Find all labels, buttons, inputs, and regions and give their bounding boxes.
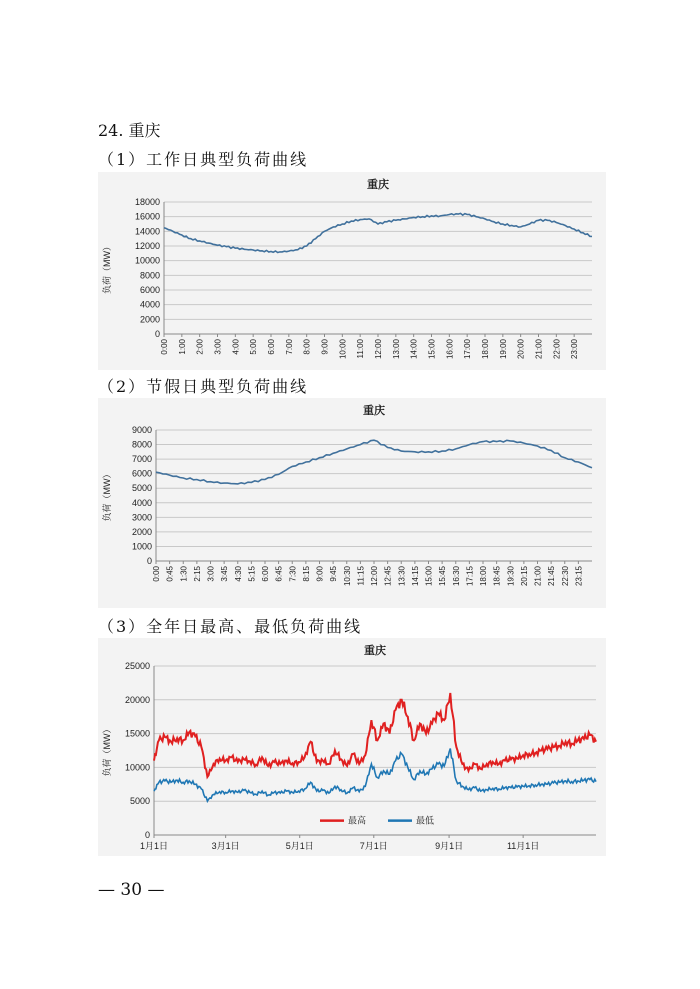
x-tick-label: 8:15 — [301, 566, 311, 582]
x-tick-label: 2:15 — [192, 566, 202, 582]
x-tick-label: 4:30 — [233, 566, 243, 582]
x-tick-label: 8:00 — [302, 339, 312, 355]
x-tick-label: 0:00 — [152, 566, 161, 582]
x-tick-label: 20:00 — [516, 339, 526, 360]
x-tick-label: 21:45 — [547, 566, 557, 587]
x-tick-label: 1:00 — [177, 339, 187, 355]
y-tick-label: 16000 — [134, 211, 160, 222]
x-tick-label: 9:00 — [315, 566, 325, 582]
x-tick-label: 23:00 — [570, 339, 580, 360]
y-tick-label: 0 — [154, 329, 160, 339]
legend-label: 最高 — [348, 815, 367, 826]
y-tick-label: 1000 — [131, 541, 152, 552]
chart-1-caption: （1）工作日典型负荷曲线 — [98, 150, 309, 169]
x-tick-label: 3月1日 — [211, 841, 240, 851]
x-tick-label: 15:00 — [424, 566, 434, 587]
x-tick-label: 1:30 — [179, 566, 189, 582]
y-tick-label: 0 — [146, 556, 152, 566]
y-tick-label: 6000 — [139, 285, 160, 295]
y-tick-label: 0 — [144, 830, 150, 840]
x-tick-label: 3:00 — [213, 339, 223, 355]
y-axis-label: 负荷（MW） — [102, 242, 112, 294]
section-heading: 24. 重庆 — [98, 121, 161, 140]
chart-3-caption: （3）全年日最高、最低负荷曲线 — [98, 617, 363, 636]
y-tick-label: 20000 — [124, 694, 150, 705]
load-series-line — [164, 213, 592, 252]
legend-label: 最低 — [416, 815, 435, 826]
y-tick-label: 2000 — [139, 314, 160, 325]
x-tick-label: 9月1日 — [435, 841, 464, 851]
x-tick-label: 18:00 — [481, 339, 490, 360]
x-tick-label: 23:15 — [574, 566, 584, 587]
chart-title: 重庆 — [367, 179, 389, 191]
workday-load-chart — [98, 172, 606, 370]
x-tick-label: 0:00 — [160, 339, 169, 355]
y-tick-label: 18000 — [134, 197, 160, 207]
x-tick-label: 12:45 — [383, 566, 393, 587]
x-tick-label: 7:00 — [284, 339, 294, 355]
y-tick-label: 15000 — [124, 728, 150, 739]
y-tick-label: 4000 — [139, 299, 160, 310]
chart-title: 重庆 — [363, 405, 385, 417]
x-tick-label: 19:00 — [498, 339, 508, 360]
x-tick-label: 4:00 — [231, 339, 241, 355]
chart-title: 重庆 — [364, 645, 386, 657]
x-tick-label: 19:30 — [506, 566, 516, 587]
x-tick-label: 6:00 — [267, 339, 276, 355]
x-tick-label: 21:00 — [533, 566, 543, 587]
y-tick-label: 7000 — [131, 454, 152, 465]
x-tick-label: 5月1日 — [285, 841, 314, 851]
holiday-load-chart — [98, 398, 606, 608]
y-tick-label: 12000 — [134, 241, 160, 251]
x-tick-label: 13:00 — [391, 339, 401, 360]
x-tick-label: 14:00 — [409, 339, 419, 360]
x-tick-label: 3:00 — [206, 566, 216, 582]
page-number: — 30 — — [98, 880, 165, 900]
x-tick-label: 17:00 — [463, 339, 473, 360]
x-tick-label: 11月1日 — [506, 841, 540, 851]
x-tick-label: 10:00 — [338, 339, 348, 360]
y-tick-label: 9000 — [131, 425, 152, 435]
x-tick-label: 22:30 — [560, 566, 570, 587]
x-tick-label: 11:15 — [356, 566, 366, 586]
y-tick-label: 3000 — [131, 512, 152, 523]
y-tick-label: 8000 — [131, 439, 152, 450]
y-tick-label: 4000 — [131, 497, 152, 508]
x-tick-label: 2:00 — [195, 339, 205, 355]
x-tick-label: 18:45 — [492, 566, 502, 587]
x-tick-label: 10:30 — [342, 566, 352, 587]
annual-load-chart — [98, 638, 606, 856]
y-tick-label: 10000 — [124, 762, 150, 773]
x-tick-label: 9:45 — [329, 566, 339, 582]
y-tick-label: 5000 — [129, 796, 150, 807]
x-tick-label: 15:00 — [427, 339, 437, 360]
x-tick-label: 20:15 — [519, 566, 529, 587]
x-tick-label: 3:45 — [220, 566, 230, 582]
chart-1-panel — [98, 172, 606, 370]
x-tick-label: 16:30 — [451, 566, 461, 587]
x-tick-label: 0:45 — [165, 566, 175, 582]
series-line-max — [154, 693, 596, 777]
x-tick-label: 7:30 — [288, 566, 298, 582]
y-tick-label: 14000 — [134, 226, 160, 237]
x-tick-label: 17:15 — [465, 566, 475, 587]
x-tick-label: 22:00 — [552, 339, 562, 360]
y-tick-label: 25000 — [124, 661, 150, 671]
x-tick-label: 12:00 — [374, 339, 383, 360]
x-tick-label: 11:00 — [356, 339, 366, 359]
x-tick-label: 18:00 — [479, 566, 488, 587]
chart-2-panel — [98, 398, 606, 608]
chart-2-caption: （2）节假日典型负荷曲线 — [98, 377, 309, 396]
y-tick-label: 8000 — [139, 270, 160, 281]
y-axis-label: 负荷（MW） — [102, 724, 112, 777]
x-tick-label: 6:00 — [261, 566, 270, 582]
x-tick-label: 1月1日 — [139, 841, 169, 851]
x-tick-label: 15:45 — [438, 566, 448, 587]
y-tick-label: 6000 — [131, 468, 152, 479]
chart-3-panel — [98, 638, 606, 856]
y-axis-label: 负荷（MW） — [102, 469, 112, 522]
x-tick-label: 9:00 — [320, 339, 330, 355]
y-tick-label: 5000 — [131, 483, 152, 494]
x-tick-label: 14:15 — [410, 566, 420, 587]
x-tick-label: 16:00 — [445, 339, 455, 360]
x-tick-label: 13:30 — [397, 566, 407, 587]
y-tick-label: 10000 — [134, 255, 160, 266]
x-tick-label: 12:00 — [370, 566, 379, 587]
x-tick-label: 6:45 — [274, 566, 284, 582]
y-tick-label: 2000 — [131, 526, 152, 537]
x-tick-label: 21:00 — [534, 339, 544, 360]
x-tick-label: 5:00 — [249, 339, 259, 355]
x-tick-label: 7月1日 — [359, 841, 388, 851]
x-tick-label: 5:15 — [247, 566, 257, 582]
load-series-line — [156, 440, 592, 484]
